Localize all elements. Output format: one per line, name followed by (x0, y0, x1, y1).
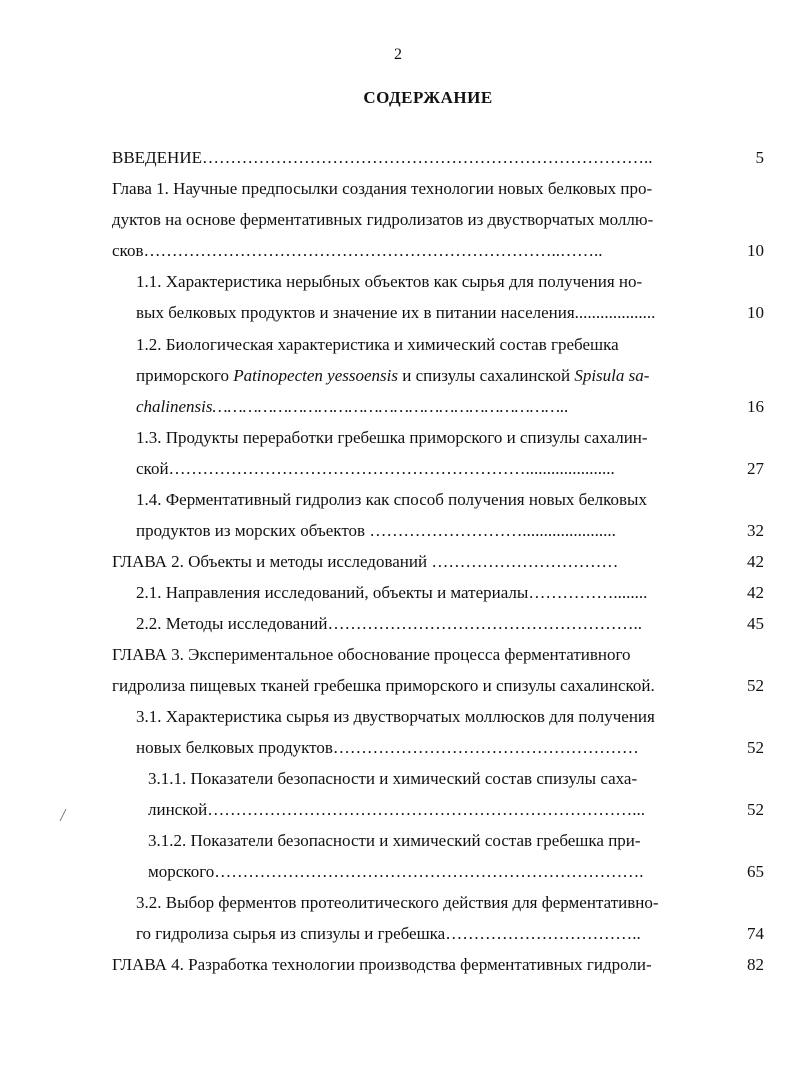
toc-line: новых белковых продуктов……………………………………………… (136, 738, 639, 757)
toc-page-number: 10 (747, 303, 764, 322)
toc-line: вых белковых продуктов и значение их в питании населения................... (136, 303, 656, 322)
toc-heading: СОДЕРЖАНИЕ (363, 88, 493, 107)
toc-line: сков………………………………………………………………..…….. (112, 241, 603, 260)
toc-line: приморского Patinopecten yessoensis и спизулы сахалинской Spisula sa- (136, 366, 650, 385)
toc-line: 1.1. Характеристика нерыбных объектов как сырья для получения но- (136, 272, 643, 291)
toc-page-number: 65 (747, 862, 764, 881)
toc-line: 3.1.2. Показатели безопасности и химический состав гребешка при- (148, 831, 641, 850)
toc-page-number: 32 (747, 521, 764, 540)
species-name: Spisula sa- (574, 366, 650, 385)
toc-line: линской…………………………………………………………………... (148, 800, 645, 819)
toc-line: 2.1. Направления исследований, объекты и материалы……………........ (136, 583, 648, 602)
toc-line: го гидролиза сырья из спизулы и гребешка…………………………….. (136, 924, 641, 943)
species-name: Patinopecten yessoensis (233, 366, 398, 385)
toc-page-number: 5 (755, 148, 764, 167)
toc-page-number: 27 (747, 459, 764, 478)
toc-line: 1.4. Ферментативный гидролиз как способ получения новых белковых (136, 490, 647, 509)
toc-line: дуктов на основе ферментативных гидролизатов из двустворчатых моллю- (112, 210, 654, 229)
toc-line: продуктов из морских объектов ………………………...................... (136, 521, 616, 540)
toc-line: chalinensis…………………………………………………………….. (136, 397, 569, 416)
toc-page-number: 52 (747, 800, 764, 819)
toc-page-number: 82 (747, 955, 764, 974)
toc-page-number: 42 (747, 583, 764, 602)
stray-pen-mark (58, 808, 68, 822)
toc-line: 3.1. Характеристика сырья из двустворчатых моллюсков для получения (136, 707, 655, 726)
toc-page-number: 74 (747, 924, 764, 943)
toc-line: ской………………………………………………………..................... (136, 459, 615, 478)
toc-line: 1.3. Продукты переработки гребешка приморского и спизулы сахалин- (136, 428, 648, 447)
toc-page-number: 52 (747, 676, 764, 695)
toc-page-number: 42 (747, 552, 764, 571)
toc-line: 1.2. Биологическая характеристика и химический состав гребешка (136, 335, 619, 354)
toc-line: ВВЕДЕНИЕ…………………………………………………………………….. (112, 148, 653, 167)
toc-line: ГЛАВА 3. Экспериментальное обоснование процесса ферментативного (112, 645, 631, 664)
toc-page-number: 16 (747, 397, 764, 416)
toc-line: ГЛАВА 4. Разработка технологии производства ферментативных гидроли- (112, 955, 652, 974)
toc-page-number: 10 (747, 241, 764, 260)
toc-line: Глава 1. Научные предпосылки создания технологии новых белковых про- (112, 179, 653, 198)
toc-page-number: 52 (747, 738, 764, 757)
toc-line: 3.2. Выбор ферментов протеолитического действия для ферментативно- (136, 893, 659, 912)
toc-line: ГЛАВА 2. Объекты и методы исследований …………………………… (112, 552, 619, 571)
toc-page-number: 45 (747, 614, 764, 633)
toc-line: гидролиза пищевых тканей гребешка приморского и спизулы сахалинской. (112, 676, 655, 695)
toc-line: 2.2. Методы исследований……………………………………………….. (136, 614, 643, 633)
toc-line: 3.1.1. Показатели безопасности и химический состав спизулы саха- (148, 769, 638, 788)
toc-line: морского…………………………………………………………………. (148, 862, 644, 881)
page-number: 2 (394, 46, 402, 63)
